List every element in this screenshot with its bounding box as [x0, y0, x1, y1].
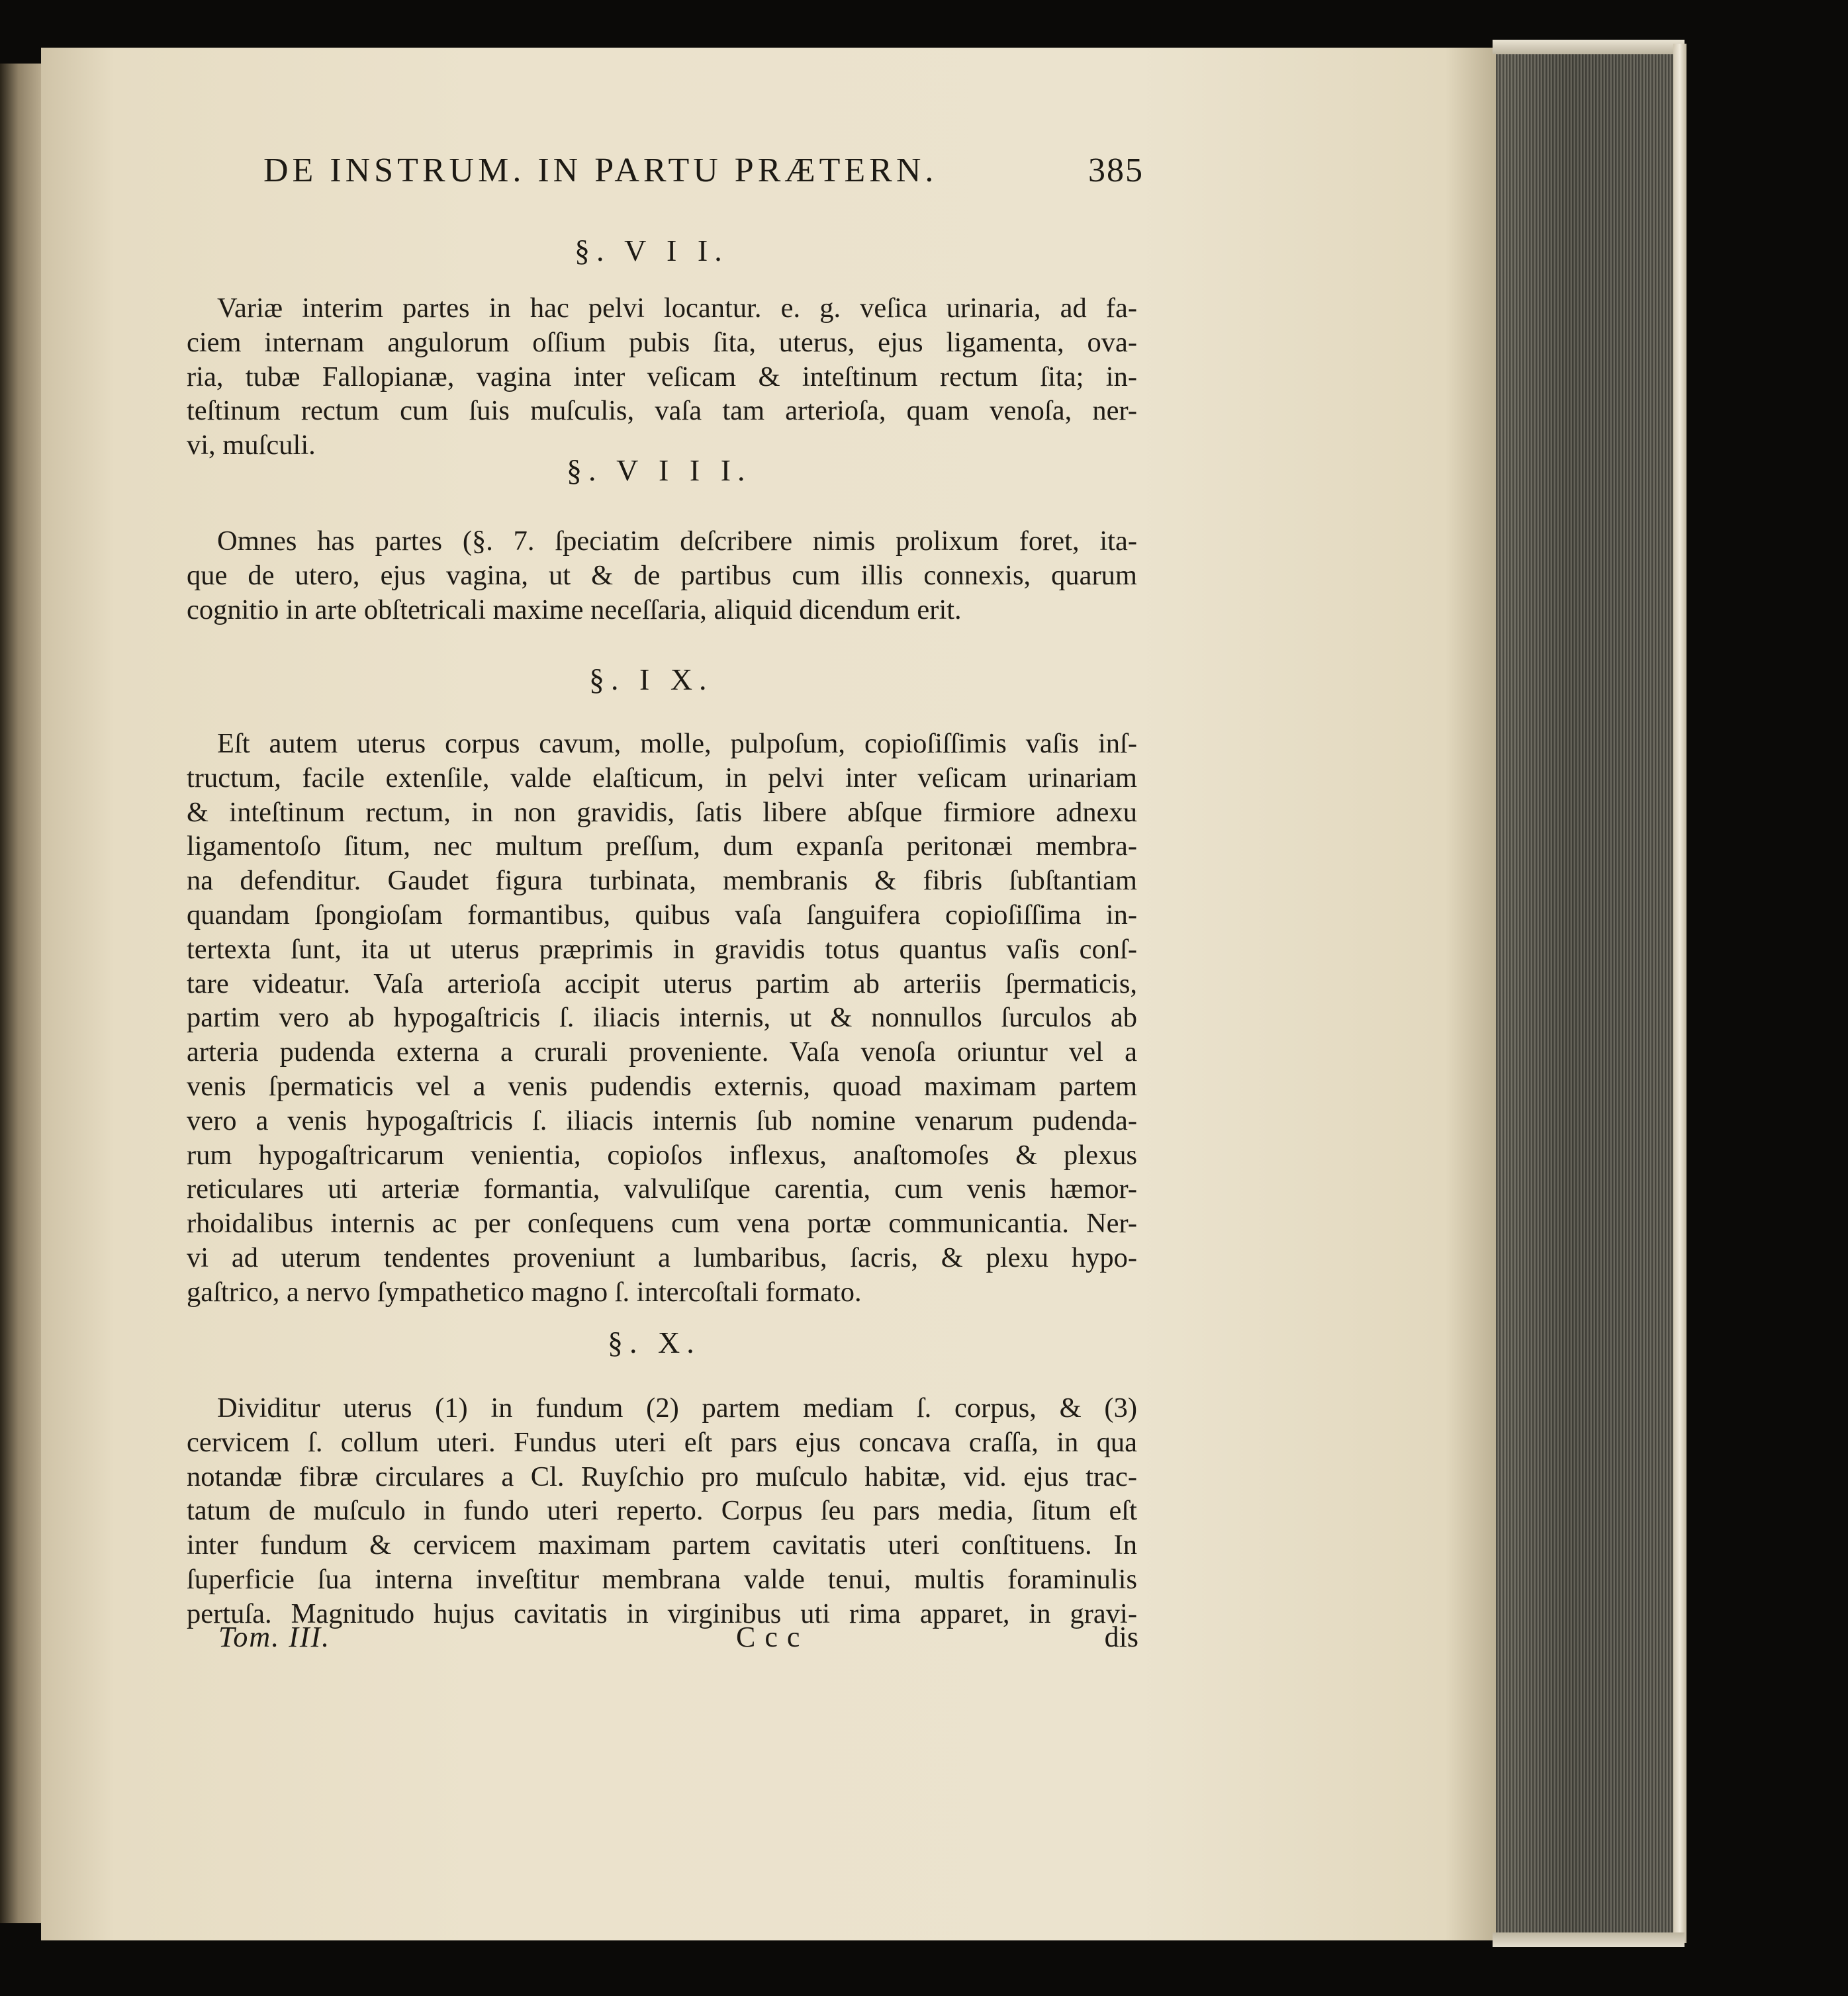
section-heading: §. V I I.	[575, 234, 729, 267]
text-line: Dividitur uterus (1) in fundum (2) partem mediam ſ. corpus, & (3)	[217, 1392, 1137, 1424]
text-line: ciem internam angulorum oſſium pubis ſita, uterus, ejus ligamenta, ova-	[187, 326, 1137, 358]
text-line: quandam ſpongioſam formantibus, quibus vaſa ſanguifera copioſiſſima in-	[187, 899, 1137, 930]
text-line: cognitio in arte obſtetricali maxime neceſſaria, aliquid dicendum erit.	[187, 594, 962, 625]
text-line: rum hypogaſtricarum venientia, copioſos inflexus, anaſtomoſes & plexus	[187, 1139, 1137, 1171]
text-line: venis ſpermaticis vel a venis pudendis externis, quoad maximam partem	[187, 1070, 1137, 1102]
text-line: que de utero, ejus vagina, ut & de partibus cum illis connexis, quarum	[187, 559, 1137, 591]
text-line: vi ad uterum tendentes proveniunt a lumbaribus, ſacris, & plexu hypo-	[187, 1242, 1137, 1273]
section-paragraph	[187, 524, 1137, 627]
section-paragraph	[187, 727, 1137, 1310]
text-line: notandæ fibræ circulares a Cl. Ruyſchio pro muſculo habitæ, vid. ejus trac-	[187, 1461, 1137, 1492]
section-paragraph	[187, 291, 1137, 463]
text-line: Variæ interim partes in hac pelvi locantur. e. g. veſica urinaria, ad fa-	[217, 293, 1137, 324]
text-line: inter fundum & cervicem maximam partem cavitatis uteri conſtituens. In	[187, 1529, 1137, 1561]
facing-page-edge	[0, 64, 41, 1923]
page-number: 385	[1088, 152, 1144, 189]
text-line: teſtinum rectum cum ſuis muſculis, vaſa tam arterioſa, quam venoſa, ner-	[187, 395, 1137, 427]
cover-bottom-edge	[1493, 1932, 1685, 1947]
text-line: cervicem ſ. collum uteri. Fundus uteri eſt pars ejus concava craſſa, in qua	[187, 1426, 1137, 1458]
page-footer	[218, 1620, 1138, 1657]
running-title: DE INSTRUM. IN PARTU PRÆTERN.	[263, 152, 938, 189]
section-heading: §. V I I I.	[567, 453, 752, 487]
text-line: tare videatur. Vaſa arterioſa accipit uterus partim ab arteriis ſpermaticis,	[187, 968, 1137, 999]
catchword: dis	[1104, 1621, 1138, 1653]
text-line: ſuperficie ſua interna inveſtitur membrana valde tenui, multis foraminulis	[187, 1563, 1137, 1595]
section-paragraph	[187, 1391, 1137, 1631]
text-line: vi, muſculi.	[187, 430, 316, 461]
text-line: na defenditur. Gaudet figura turbinata, membranis & fibris ſubſtantiam	[187, 865, 1137, 897]
page-block-edges	[1496, 46, 1676, 1939]
text-line: vero a venis hypogaſtricis ſ. iliacis internis ſub nomine venarum pudenda-	[187, 1105, 1137, 1136]
signature-mark: Ccc	[736, 1621, 809, 1653]
text-line: Omnes has partes (§. 7. ſpeciatim deſcribere nimis prolixum foret, ita-	[217, 525, 1137, 557]
text-line: gaſtrico, a nervo ſympathetico magno ſ. intercoſtali formato.	[187, 1276, 862, 1308]
volume-marker: Tom. III.	[218, 1621, 331, 1653]
text-line: tructum, facile extenſile, valde elaſticum, in pelvi inter veſicam urinariam	[187, 762, 1137, 794]
text-line: tertexta ſunt, ita ut uterus præprimis in gravidis totus quantus vaſis conſ-	[187, 933, 1137, 965]
section-heading: §. X.	[608, 1326, 701, 1359]
cover-fore-edge	[1673, 44, 1686, 1943]
text-line: arteria pudenda externa a crurali proveniente. Vaſa venoſa oriuntur vel a	[187, 1036, 1137, 1068]
text-line: Eſt autem uterus corpus cavum, molle, pulpoſum, copioſiſſimis vaſis inſ-	[217, 728, 1137, 759]
text-line: rhoidalibus internis ac per conſequens cum vena portæ communicantia. Ner-	[187, 1208, 1137, 1240]
text-line: tatum de muſculo in fundo uteri reperto. Corpus ſeu pars media, ſitum eſt	[187, 1495, 1137, 1527]
text-line: pertuſa. Magnitudo hujus cavitatis in virginibus uti rima apparet, in gravi-	[187, 1598, 1137, 1629]
text-line: ligamentoſo ſitum, nec multum preſſum, dum expanſa peritonæi membra-	[187, 831, 1137, 862]
running-header	[263, 151, 1144, 191]
cover-top-edge	[1493, 40, 1685, 54]
section-heading: §. I X.	[589, 662, 714, 696]
text-line: ria, tubæ Fallopianæ, vagina inter veſicam & inteſtinum rectum ſita; in-	[187, 361, 1137, 392]
text-line: & inteſtinum rectum, in non gravidis, ſatis libere abſque firmiore adnexu	[187, 796, 1137, 828]
text-line: partim vero ab hypogaſtricis ſ. iliacis internis, ut & nonnullos ſurculos ab	[187, 1002, 1137, 1034]
text-line: reticulares uti arteriæ formantia, valvuliſque carentia, cum venis hæmor-	[187, 1173, 1137, 1205]
